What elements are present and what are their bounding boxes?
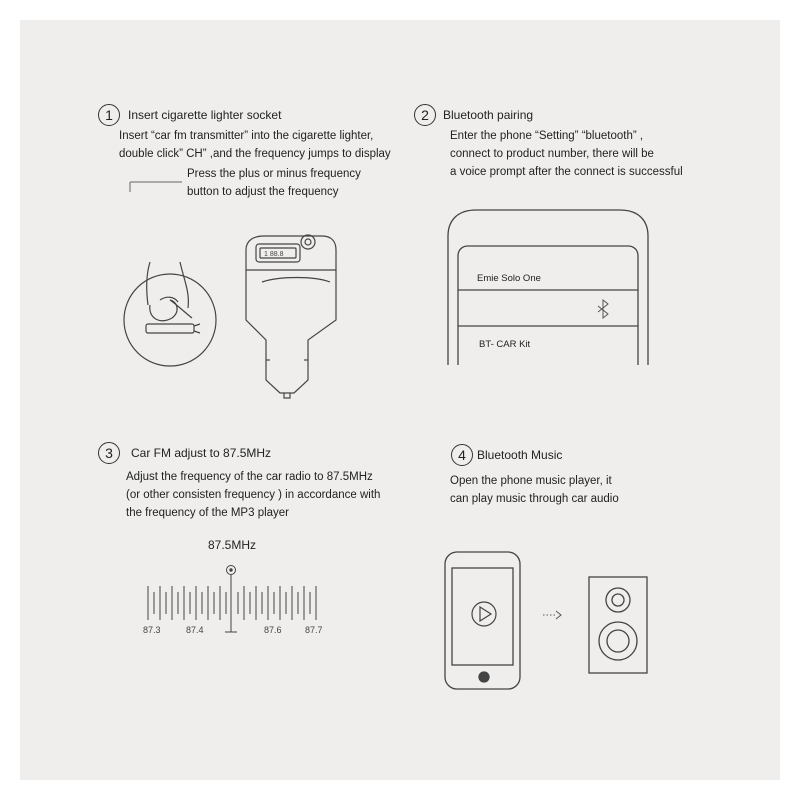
svg-text:1 88.8: 1 88.8 bbox=[264, 251, 284, 258]
step-4-line: can play music through car audio bbox=[450, 493, 619, 505]
device-list-item[interactable]: BT- CAR Kit bbox=[479, 339, 531, 350]
dial-tick-label: 87.3 bbox=[143, 625, 161, 635]
step-4-line: Open the phone music player, it bbox=[450, 475, 612, 487]
step-1-note-line: Press the plus or minus frequency bbox=[187, 168, 361, 180]
step-2-line: connect to product number, there will be bbox=[450, 148, 654, 160]
speaker-icon bbox=[589, 577, 647, 673]
dial-current-frequency: 87.5MHz bbox=[208, 538, 257, 552]
play-icon bbox=[472, 602, 496, 626]
step-1-line: double click” CH” ,and the frequency jumps to display bbox=[119, 148, 391, 160]
step-2-number: 2 bbox=[414, 104, 436, 126]
step-4-title: Bluetooth Music bbox=[477, 448, 563, 462]
step-4-number: 4 bbox=[451, 444, 473, 466]
dial-tick-label: 87.4 bbox=[186, 625, 204, 635]
smartphone-icon bbox=[445, 552, 520, 689]
dial-tick-label: 87.6 bbox=[264, 625, 282, 635]
step-2-line: a voice prompt after the connect is successful bbox=[450, 166, 683, 178]
arrow-icon bbox=[543, 611, 561, 619]
step-3-line: (or other consisten frequency ) in accordance with bbox=[126, 489, 381, 501]
step-3-line: Adjust the frequency of the car radio to 87.5MHz bbox=[126, 471, 373, 483]
step-2-title: Bluetooth pairing bbox=[443, 108, 534, 122]
step-2-line: Enter the phone “Setting” “bluetooth” , bbox=[450, 130, 644, 142]
step-1-note-line: button to adjust the frequency bbox=[187, 186, 339, 198]
device-list-item[interactable]: Emie Solo One bbox=[477, 273, 541, 284]
step-1-number: 1 bbox=[98, 104, 120, 126]
dial-tick-label: 87.7 bbox=[305, 625, 323, 635]
step-3-number: 3 bbox=[98, 442, 120, 464]
step-1-line: Insert “car fm transmitter” into the cigarette lighter, bbox=[119, 130, 374, 142]
step-3-line: the frequency of the MP3 player bbox=[126, 507, 290, 519]
step-3-title: Car FM adjust to 87.5MHz bbox=[131, 446, 272, 460]
step-1-title: Insert cigarette lighter socket bbox=[128, 108, 282, 122]
